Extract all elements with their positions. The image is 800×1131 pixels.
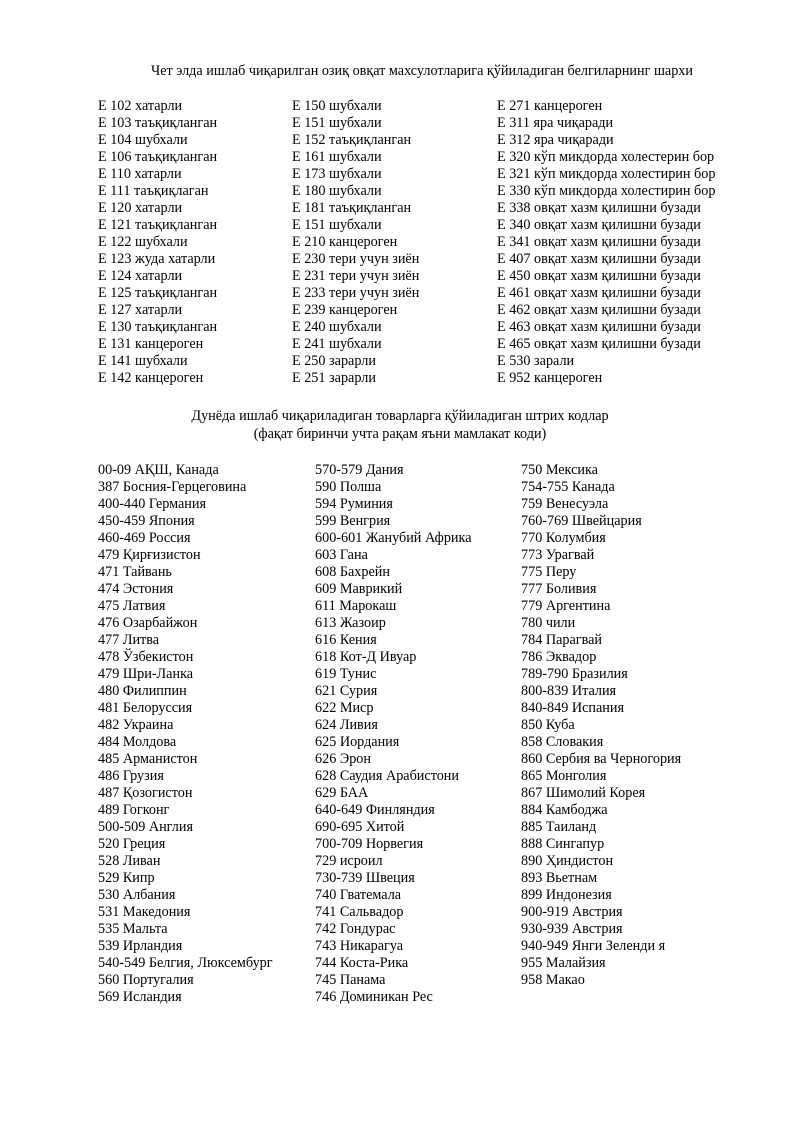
ecode-item: Е 463 овқат хазм қилишни бузади (497, 319, 701, 335)
barcode-item: 640-649 Финляндия (315, 802, 435, 818)
barcode-item: 958 Макао (521, 972, 585, 988)
barcode-item: 482 Украина (98, 717, 174, 733)
barcode-item: 479 Қирғизистон (98, 547, 201, 563)
barcodes-title-line1: Дунёда ишлаб чиқариладиган товарларга қўйиладиган штрих кодлар (191, 408, 609, 424)
ecode-item: Е 150 шубхали (292, 98, 382, 114)
ecode-item: Е 102 хатарли (98, 98, 183, 114)
ecode-item: Е 127 хатарли (98, 302, 183, 318)
barcode-item: 777 Боливия (521, 581, 597, 597)
ecode-item: Е 407 овқат хазм қилишни бузади (497, 251, 701, 267)
barcode-item: 539 Ирландия (98, 938, 183, 954)
barcode-item: 625 Иордания (315, 734, 400, 750)
barcode-item: 400-440 Германия (98, 496, 207, 512)
ecode-item: Е 450 овқат хазм қилишни бузади (497, 268, 701, 284)
ecode-item: Е 111 таъқиқлаган (98, 183, 209, 199)
barcode-item: 594 Руминия (315, 496, 393, 512)
ecode-item: Е 312 яра чиқаради (497, 132, 614, 148)
ecode-item: Е 311 яра чиқаради (497, 115, 614, 131)
ecode-item: Е 120 хатарли (98, 200, 183, 216)
barcode-item: 888 Сингапур (521, 836, 605, 852)
barcode-item: 600-601 Жанубий Африка (315, 530, 472, 546)
barcode-item: 899 Индонезия (521, 887, 612, 903)
barcodes-column-2 (315, 462, 472, 1006)
barcode-item: 529 Кипр (98, 870, 155, 886)
barcode-item: 520 Греция (98, 836, 166, 852)
barcode-item: 930-939 Австрия (521, 921, 623, 937)
ecode-item: Е 121 таъқиқланган (98, 217, 218, 233)
ecode-item: Е 180 шубхали (292, 183, 382, 199)
barcode-item: 480 Филиппин (98, 683, 187, 699)
barcode-item: 477 Литва (98, 632, 160, 648)
ecode-item: Е 125 таъқиқланган (98, 285, 218, 301)
barcode-item: 775 Перу (521, 564, 577, 580)
barcodes-column-3 (521, 462, 681, 989)
barcode-item: 885 Таиланд (521, 819, 597, 835)
barcode-item: 742 Гондурас (315, 921, 396, 937)
ecode-item: Е 104 шубхали (98, 132, 188, 148)
barcode-item: 624 Ливия (315, 717, 378, 733)
barcodes-column-1 (98, 462, 273, 1006)
barcode-item: 800-839 Италия (521, 683, 617, 699)
barcode-item: 484 Молдова (98, 734, 177, 750)
ecode-item: Е 240 шубхали (292, 319, 382, 335)
ecode-item: Е 130 таъқиқланган (98, 319, 218, 335)
barcode-item: 730-739 Швеция (315, 870, 415, 886)
barcode-item: 475 Латвия (98, 598, 166, 614)
barcodes-title-line2: (фақат биринчи учта рақам яъни мамлакат коди) (253, 426, 547, 442)
barcode-item: 860 Сербия ва Черногория (521, 751, 682, 767)
barcode-item: 744 Коста-Рика (315, 955, 409, 971)
ecode-item: Е 161 шубхали (292, 149, 382, 165)
ecode-item: Е 173 шубхали (292, 166, 382, 182)
barcode-item: 628 Саудия Арабистони (315, 768, 459, 784)
barcode-item: 479 Шри-Ланка (98, 666, 194, 682)
barcode-item: 759 Венесуэла (521, 496, 609, 512)
barcode-item: 626 Эрон (315, 751, 371, 767)
ecode-item: Е 241 шубхали (292, 336, 382, 352)
barcode-item: 760-769 Швейцария (521, 513, 642, 529)
ecode-item: Е 122 шубхали (98, 234, 188, 250)
ecode-item: Е 103 таъқиқланган (98, 115, 218, 131)
barcode-item: 478 Ўзбекистон (98, 649, 194, 665)
barcode-item: 569 Исландия (98, 989, 182, 1005)
ecode-item: Е 952 канцероген (497, 370, 603, 386)
barcode-item: 865 Монголия (521, 768, 607, 784)
barcode-item: 387 Босния-Герцеговина (98, 479, 247, 495)
barcode-item: 528 Ливан (98, 853, 161, 869)
barcode-item: 741 Сальвадор (315, 904, 404, 920)
barcode-item: 779 Аргентина (521, 598, 611, 614)
barcode-item: 893 Вьетнам (521, 870, 598, 886)
ecode-item: Е 530 зарали (497, 353, 575, 369)
barcode-item: 618 Кот-Д Ивуар (315, 649, 417, 665)
ecode-item: Е 250 зарарли (292, 353, 376, 369)
barcode-item: 729 исроил (315, 853, 383, 869)
ecode-item: Е 106 таъқиқланган (98, 149, 218, 165)
barcode-item: 487 Қозогистон (98, 785, 193, 801)
barcode-item: 531 Македония (98, 904, 191, 920)
barcode-item: 746 Доминикан Рес (315, 989, 433, 1005)
ecode-item: Е 233 тери учун зиён (292, 285, 420, 301)
barcode-item: 460-469 Россия (98, 530, 191, 546)
barcode-item: 750 Мексика (521, 462, 598, 478)
ecode-item: Е 461 овқат хазм қилишни бузади (497, 285, 701, 301)
ecode-item: Е 462 овқат хазм қилишни бузади (497, 302, 701, 318)
barcode-item: 621 Сурия (315, 683, 378, 699)
ecode-item: Е 321 кўп микдорда холестирин бор (497, 166, 716, 182)
barcode-item: 489 Гогконг (98, 802, 170, 818)
ecode-item: Е 142 канцероген (98, 370, 204, 386)
barcode-item: 745 Панама (315, 972, 386, 988)
ecode-item: Е 123 жуда хатарли (98, 251, 216, 267)
barcode-item: 622 Миср (315, 700, 374, 716)
ecode-item: Е 465 овқат хазм қилишни бузади (497, 336, 701, 352)
barcode-item: 900-919 Австрия (521, 904, 623, 920)
ecode-item: Е 110 хатарли (98, 166, 182, 182)
barcode-item: 629 БАА (315, 785, 369, 801)
barcode-item: 616 Кения (315, 632, 377, 648)
ecode-item: Е 151 шубхали (292, 217, 382, 233)
barcode-item: 500-509 Англия (98, 819, 193, 835)
ecodes-column-1 (98, 98, 217, 387)
ecode-item: Е 124 хатарли (98, 268, 183, 284)
barcode-item: 471 Тайвань (98, 564, 172, 580)
barcode-item: 560 Португалия (98, 972, 194, 988)
ecode-item: Е 340 овқат хазм қилишни бузади (497, 217, 701, 233)
barcode-item: 603 Гана (315, 547, 368, 563)
barcode-item: 867 Шимолий Корея (521, 785, 646, 801)
ecode-item: Е 330 кўп микдорда холестирин бор (497, 183, 716, 199)
barcode-item: 940-949 Янги Зеленди я (521, 938, 666, 954)
barcode-item: 784 Парагвай (521, 632, 602, 648)
barcode-item: 481 Белоруссия (98, 700, 193, 716)
barcode-item: 754-755 Канада (521, 479, 615, 495)
ecode-item: Е 251 зарарли (292, 370, 376, 386)
barcode-item: 619 Тунис (315, 666, 377, 682)
barcode-item: 570-579 Дания (315, 462, 404, 478)
barcode-item: 540-549 Белгия, Люксембург (98, 955, 273, 971)
barcode-item: 485 Арманистон (98, 751, 198, 767)
barcode-item: 599 Венгрия (315, 513, 391, 529)
ecodes-title: Чет элда ишлаб чиқарилган озиқ овқат махсулотларига қўйиладиган белгиларнинг шархи (151, 63, 693, 79)
barcode-item: 780 чили (521, 615, 576, 631)
barcode-item: 450-459 Япония (98, 513, 195, 529)
barcode-item: 789-790 Бразилия (521, 666, 628, 682)
barcode-item: 613 Жазоир (315, 615, 386, 631)
barcode-item: 590 Полша (315, 479, 382, 495)
barcode-item: 955 Малайзия (521, 955, 606, 971)
ecodes-column-3 (497, 98, 715, 387)
ecode-item: Е 181 таъқиқланган (292, 200, 412, 216)
ecodes-column-2 (292, 98, 419, 387)
ecode-item: Е 231 тери учун зиён (292, 268, 420, 284)
ecode-item: Е 141 шубхали (98, 353, 188, 369)
ecode-item: Е 152 таъқиқланган (292, 132, 412, 148)
barcode-item: 608 Бахрейн (315, 564, 390, 580)
ecode-item: Е 151 шубхали (292, 115, 382, 131)
barcode-item: 474 Эстония (98, 581, 174, 597)
barcode-item: 840-849 Испания (521, 700, 624, 716)
barcode-item: 740 Гватемала (315, 887, 402, 903)
barcode-item: 486 Грузия (98, 768, 164, 784)
barcode-item: 858 Словакия (521, 734, 604, 750)
barcode-item: 690-695 Хитой (315, 819, 405, 835)
barcode-item: 890 Ҳиндистон (521, 853, 614, 869)
barcode-item: 530 Албания (98, 887, 176, 903)
barcode-item: 773 Урагвай (521, 547, 595, 563)
barcode-item: 00-09 АҚШ, Канада (98, 462, 219, 478)
barcode-item: 535 Мальта (98, 921, 168, 937)
ecode-item: Е 338 овқат хазм қилишни бузади (497, 200, 701, 216)
barcode-item: 476 Озарбайжон (98, 615, 198, 631)
barcode-item: 609 Маврикий (315, 581, 403, 597)
ecode-item: Е 131 канцероген (98, 336, 204, 352)
barcode-item: 770 Колумбия (521, 530, 606, 546)
ecode-item: Е 230 тери учун зиён (292, 251, 420, 267)
ecode-item: Е 210 канцероген (292, 234, 398, 250)
barcode-item: 850 Куба (521, 717, 575, 733)
barcode-item: 743 Никарагуа (315, 938, 404, 954)
barcode-item: 884 Камбоджа (521, 802, 608, 818)
ecode-item: Е 239 канцероген (292, 302, 398, 318)
ecode-item: Е 341 овқат хазм қилишни бузади (497, 234, 701, 250)
barcodes-title (0, 407, 800, 443)
barcode-item: 611 Марокаш (315, 598, 397, 614)
ecode-item: Е 320 кўп микдорда холестерин бор (497, 149, 715, 165)
barcode-item: 700-709 Норвегия (315, 836, 424, 852)
barcode-item: 786 Эквадор (521, 649, 597, 665)
ecode-item: Е 271 канцероген (497, 98, 603, 114)
